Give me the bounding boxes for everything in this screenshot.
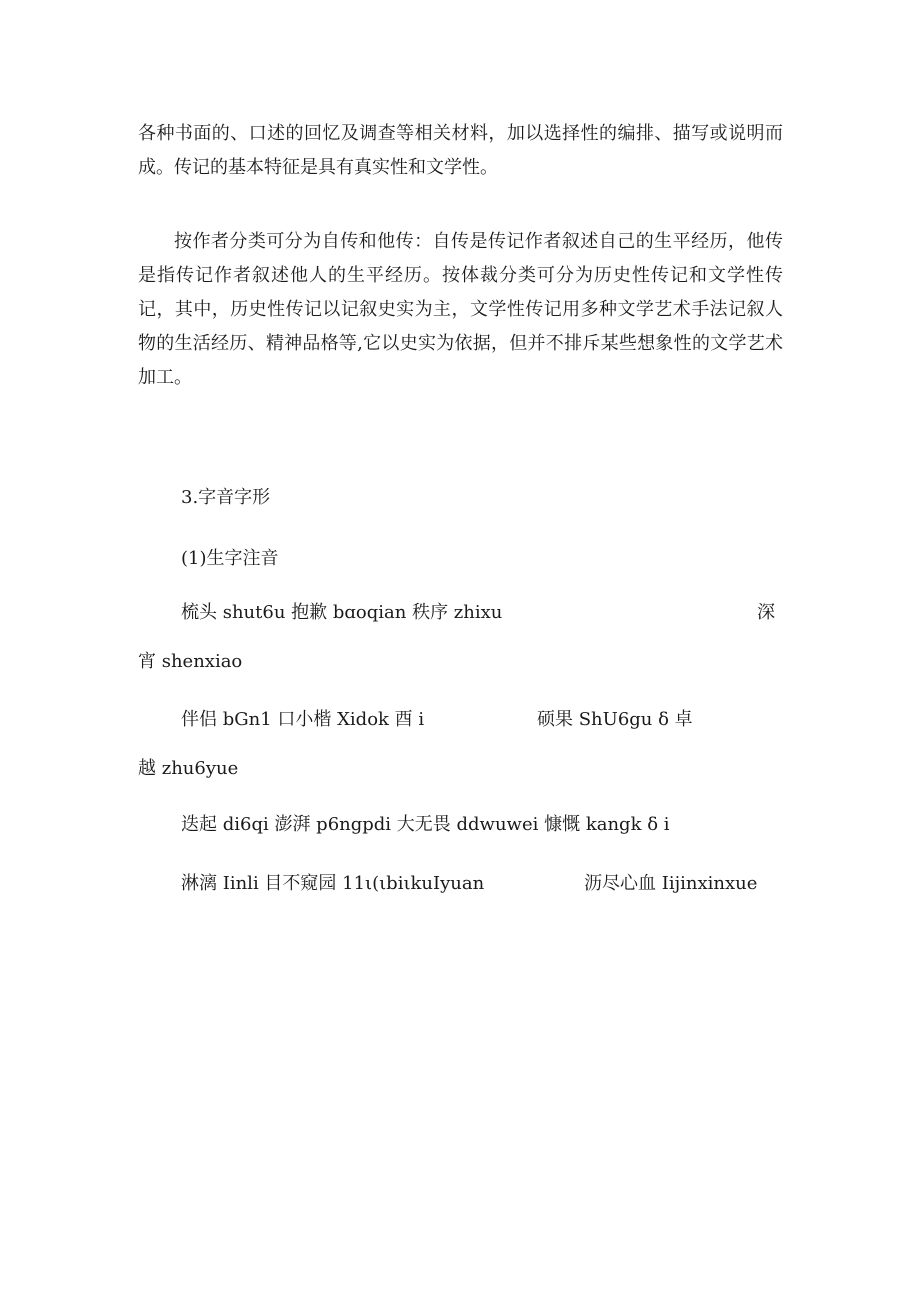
section-heading: 3.字音字形 xyxy=(181,487,271,508)
paragraph-biography-classification: 按作者分类可分为自传和他传：自传是传记作者叙述自己的生平经历，他传是指传记作者叙述他人的生平经历。按体裁分类可分为历史性传记和文学性传记，其中，历史性传记以记叙史实为主，文学性传记用多种文学艺术手法记叙人物的生活经历、精神品格等,它以史实为依据，但并不排斥某些想象性的文学艺术加工。 xyxy=(138,231,783,388)
vocab-line-2-tail: 硕果 ShU6gu δ 卓 xyxy=(537,709,693,730)
vocab-line-1-continued: 宵 shenxiao xyxy=(138,651,243,672)
subsection-heading: (1)生字注音 xyxy=(181,548,279,569)
vocab-line-3: 迭起 di6qi 澎湃 p6ngpdi 大无畏 ddwuwei 慷慨 kangk δ i xyxy=(181,814,670,835)
vocab-line-1-tail: 深 xyxy=(757,602,775,623)
vocab-line-4-tail: 沥尽心血 Iijinxinxue xyxy=(584,873,758,894)
paragraph-biography-definition: 各种书面的、口述的回忆及调查等相关材料，加以选择性的编排、描写或说明而成。传记的基本特征是具有真实性和文学性。 xyxy=(138,123,783,178)
vocab-line-4: 淋漓 Iinli 目不窥园 11ι(ιbiιkuIyuan xyxy=(181,873,485,894)
vocab-line-2-continued: 越 zhu6yue xyxy=(138,758,239,779)
vocab-line-2: 伴侣 bGn1 口小楷 Xidok 酉 i xyxy=(181,709,425,730)
vocab-line-1: 梳头 shut6u 抱歉 bɑoqian 秩序 zhixu xyxy=(181,602,503,623)
